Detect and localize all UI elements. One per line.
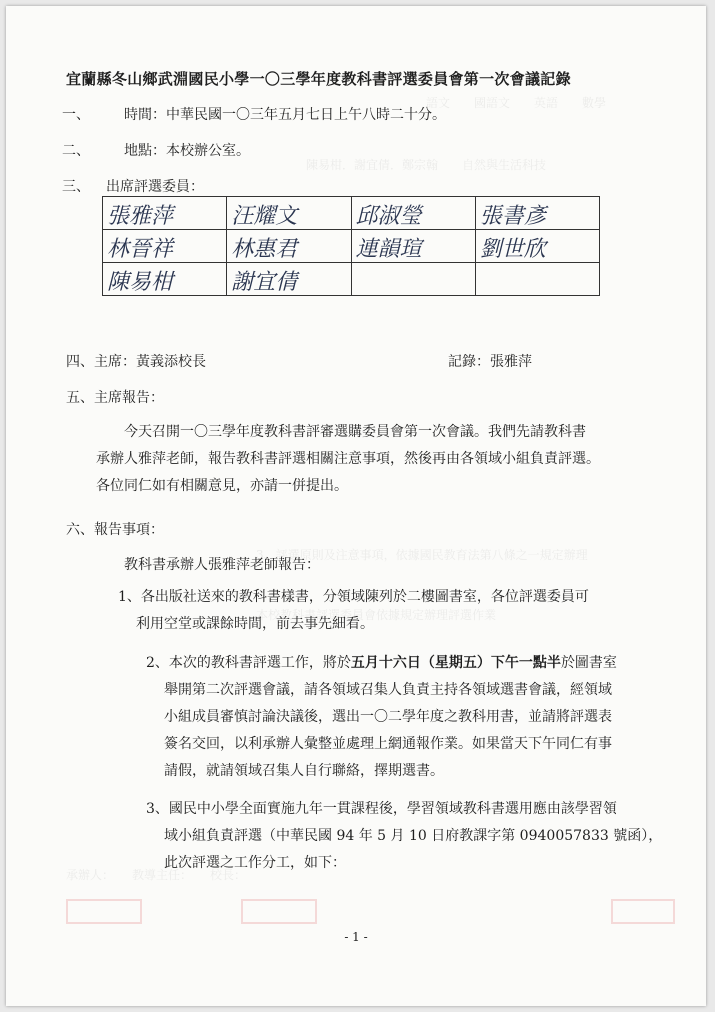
signature-row: [103, 230, 600, 263]
text-run: 2、本次的教科書評選工作，將於: [146, 655, 351, 671]
paragraph-line: 各位同仁如有相關意見，亦請一併提出。: [96, 478, 348, 494]
report-item-2: [146, 650, 617, 785]
paragraph-line: 3、國民中小學全面實施九年一貫課程後，學習領域教科書選用應由該學習領: [146, 801, 617, 817]
meeting-time: 時間：中華民國一〇三年五月七日上午八時二十分。: [124, 107, 446, 123]
signature-cell: [475, 197, 599, 230]
bleed-through-text: 3、評選原則及注意事項，依據國民教育法第八條之一規定辦理: [256, 548, 588, 562]
signature: 張書彥: [479, 204, 546, 229]
bleed-through-stamp: [66, 899, 142, 924]
bleed-through-text: 承辦人： 教導主任： 校長：: [66, 868, 247, 882]
signature: 張雅萍: [107, 204, 174, 229]
signature: 劉世欣: [479, 237, 546, 262]
signature: 陳易柑: [107, 270, 174, 295]
paragraph-line: 請假，就請領域召集人自行聯絡，擇期選書。: [164, 763, 444, 779]
paragraph-line: 承辦人雅萍老師，報告教科書評選相關注意事項，然後再由各領域小組負責評選。: [96, 451, 600, 467]
paragraph-line: 今天召開一〇三學年度教科書評審選購委員會第一次會議。我們先請教科書: [124, 424, 586, 440]
paragraph-line: 小組成員審慎討論決議後，選出一〇二學年度之教科用書，並請將評選表: [164, 709, 612, 725]
meeting-date-bold: 五月十六日（星期五）下午一點半: [350, 655, 561, 671]
report-intro: 教科書承辦人張雅萍老師報告：: [124, 557, 320, 573]
signature-row: [103, 197, 600, 230]
signature-cell: [103, 230, 227, 263]
report-item-3: [146, 796, 662, 877]
paragraph-line: [146, 650, 617, 677]
signature: 林晉祥: [107, 237, 174, 262]
bleed-through-stamp: [611, 899, 675, 924]
signature-cell: [103, 197, 227, 230]
document-page: [6, 6, 706, 1006]
recorder: 記錄：張雅萍: [448, 354, 532, 370]
signature-cell: [475, 230, 599, 263]
signature: 謝宜倩: [231, 270, 298, 295]
signature-table: [102, 196, 600, 296]
section-number: 一、: [62, 107, 90, 123]
document-title: 宜蘭縣冬山鄉武淵國民小學一〇三學年度教科書評選委員會第一次會議記錄: [66, 70, 571, 88]
text-run: 於圖書室: [560, 655, 617, 671]
signature: 連韻瑄: [355, 237, 422, 262]
signature-cell: [351, 263, 475, 296]
section-number: 二、: [62, 143, 90, 159]
signature-cell: [227, 263, 351, 296]
chairperson: 四、主席：黃義添校長: [66, 354, 206, 370]
signature-cell: [475, 263, 599, 296]
signature-cell: [227, 197, 351, 230]
signature-cell: [103, 263, 227, 296]
signature: 林惠君: [231, 237, 298, 262]
page-number: - 1 -: [344, 930, 368, 944]
report-items-heading: 六、報告事項：: [66, 522, 164, 538]
section-number: 三、: [62, 179, 90, 195]
bleed-through-stamp: [241, 899, 317, 924]
signature-cell: [351, 230, 475, 263]
paragraph-line: 域小組負責評選（中華民國 94 年 5 月 10 日府教課字第 0940057833 號函），: [164, 828, 663, 844]
signature-cell: [227, 230, 351, 263]
chair-report-body: [96, 419, 600, 500]
signature: 汪耀文: [231, 204, 298, 229]
paragraph-line: 利用空堂或課餘時間，前去事先細看。: [136, 616, 374, 632]
meeting-place: 地點：本校辦公室。: [124, 143, 250, 159]
paragraph-line: 舉開第二次評選會議，請各領域召集人負責主持各領域選書會議，經領域: [164, 682, 612, 698]
bleed-through-text: 本校教科書評選委員會依據規定辦理評選作業: [256, 608, 497, 622]
signature-cell: [351, 197, 475, 230]
report-item-1: [118, 584, 589, 638]
paragraph-line: 1、各出版社送來的教科書樣書，分領域陳列於二樓圖書室，各位評選委員可: [118, 589, 589, 605]
paragraph-line: 簽名交回，以利承辦人彙整並處理上網通報作業。如果當天下午同仁有事: [164, 736, 612, 752]
attendees-heading: 出席評選委員：: [106, 179, 204, 195]
paragraph-line: 此次評選之工作分工，如下：: [164, 855, 346, 871]
signature: 邱淑瑩: [355, 204, 422, 229]
signature-row: [103, 263, 600, 296]
bleed-through-text: 陳易柑．謝宜倩．鄭宗翰 自然與生活科技: [306, 158, 547, 172]
bleed-through-text: 語文 國語文 英語 數學: [426, 96, 607, 110]
chair-report-heading: 五、主席報告：: [66, 390, 164, 406]
